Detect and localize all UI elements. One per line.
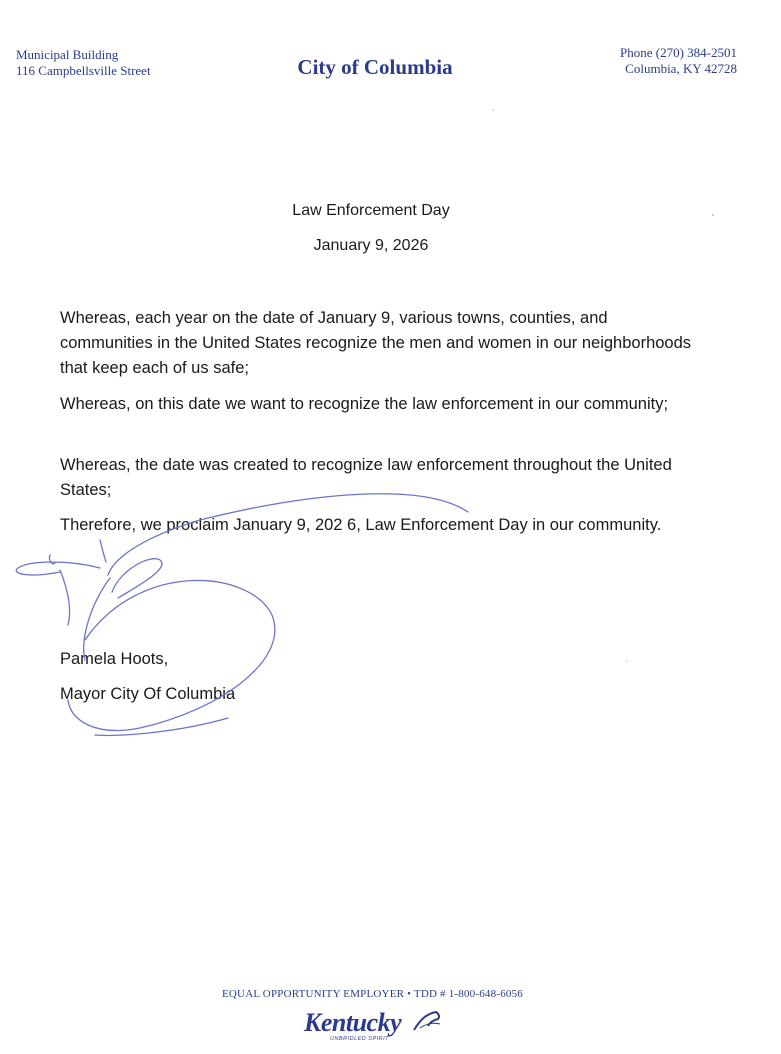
kentucky-tagline: UNBRIDLED SPIRIT	[330, 1036, 390, 1042]
paragraph-text: Whereas, each year on the date of January 9, various towns, counties, and communities in the United States recognize the men and women in our neighborhoods that keep each of us safe;	[60, 309, 692, 377]
footer-employer-line: EQUAL OPPORTUNITY EMPLOYER • TDD # 1-800-648-6056	[221, 988, 523, 1000]
signatory-title: Mayor City Of Columbia	[60, 685, 236, 703]
address-line-1: Municipal Building	[16, 47, 119, 62]
address-line-2: 116 Campbellsville Street	[16, 63, 151, 78]
phone-number: Phone (270) 384-2501	[620, 45, 737, 60]
whereas-paragraph-2	[60, 392, 700, 417]
city-name: City of Columbia	[297, 55, 453, 79]
proclamation-date: January 9, 2026	[313, 237, 429, 254]
whereas-paragraph-1	[60, 306, 700, 381]
therefore-paragraph	[60, 513, 700, 538]
paragraph-text: Whereas, on this date we want to recognize the law enforcement in our community;	[60, 395, 669, 413]
letterhead-contact	[620, 45, 737, 77]
city-state-zip: Columbia, KY 42728	[625, 61, 737, 76]
whereas-paragraph-3	[60, 453, 700, 503]
paragraph-text: Whereas, the date was created to recognize law enforcement throughout the United States;	[60, 456, 672, 499]
kentucky-wordmark: Kentucky	[304, 1008, 402, 1037]
horse-head-icon	[412, 1010, 442, 1032]
signatory-name: Pamela Hoots,	[60, 650, 169, 668]
paragraph-text: Therefore, we proclaim January 9, 202 6, Law Enforcement Day in our community.	[60, 516, 662, 534]
proclamation-title: Law Enforcement Day	[292, 202, 450, 219]
kentucky-logo	[300, 1008, 445, 1048]
